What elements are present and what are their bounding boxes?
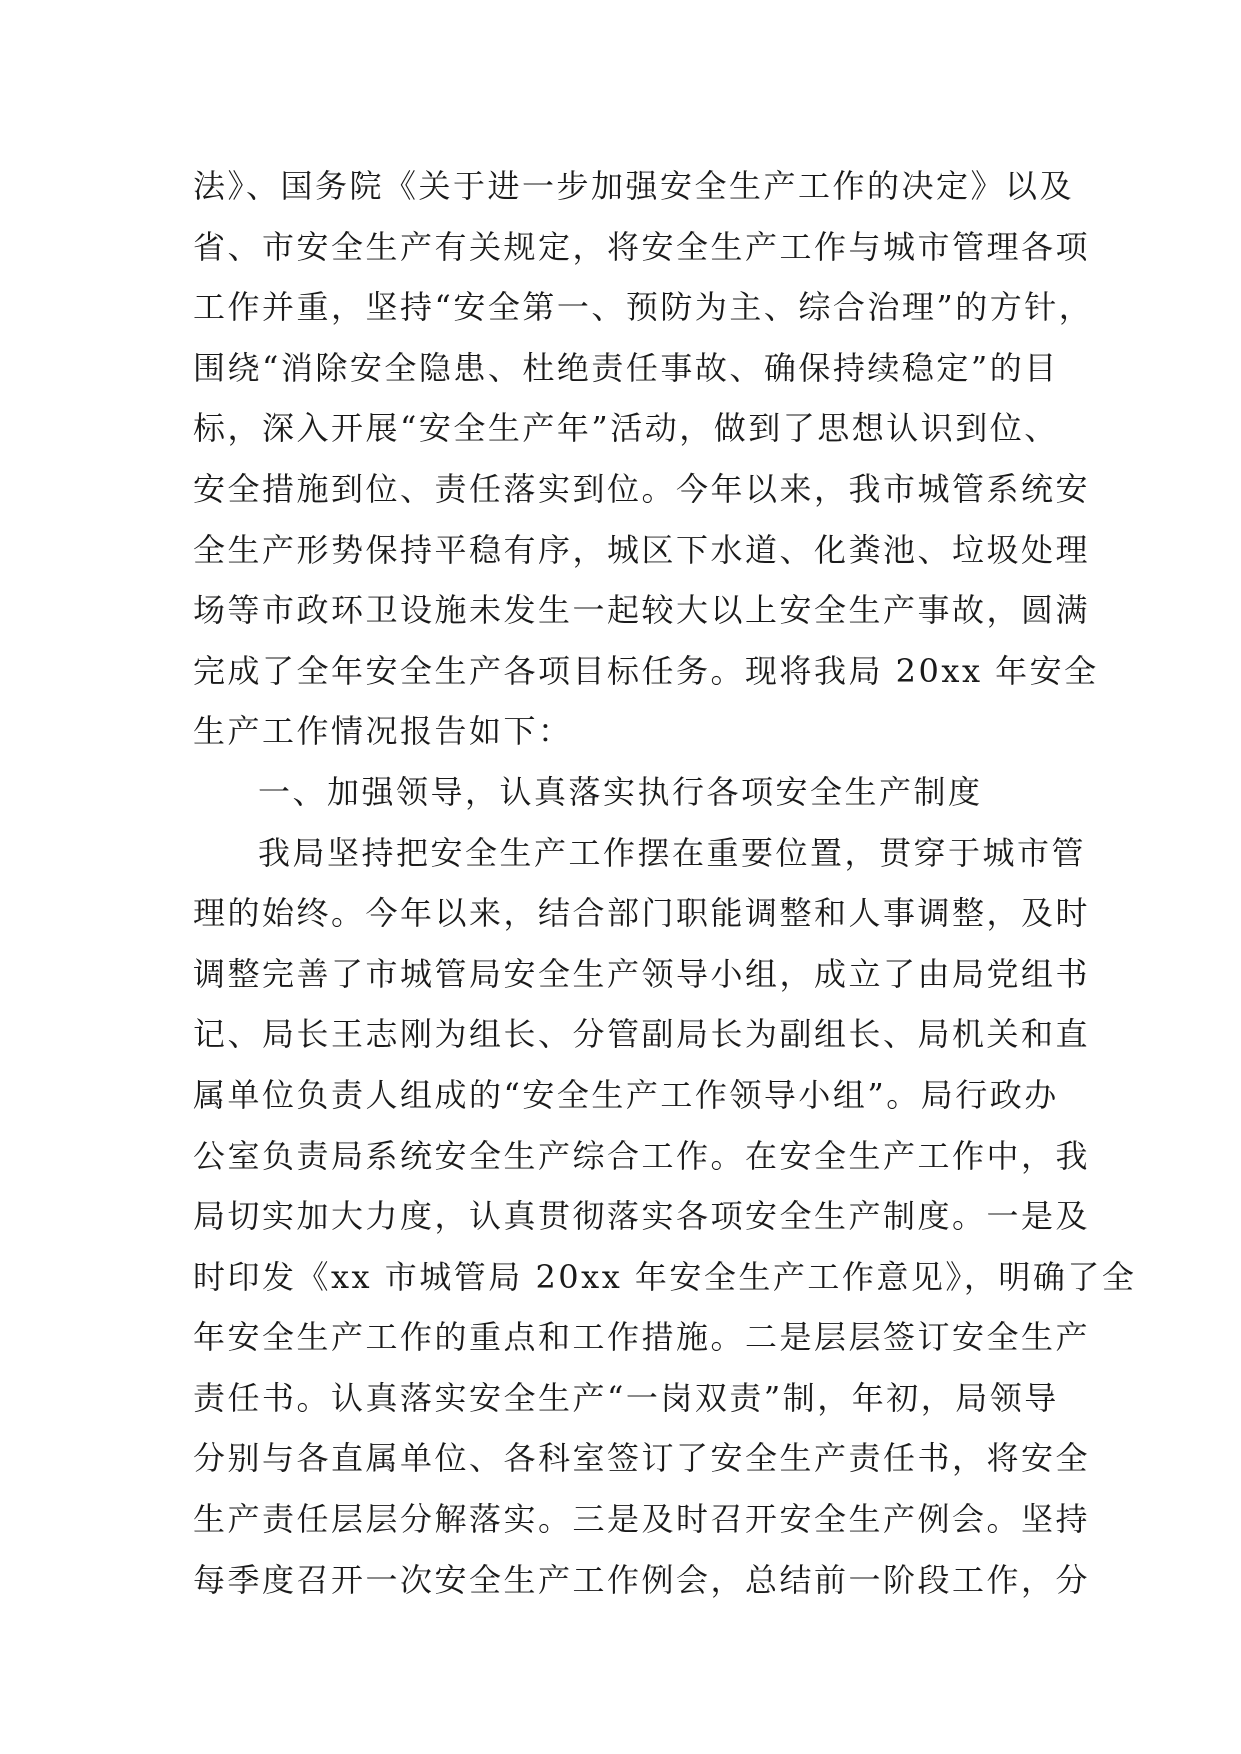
text-line: 记、局长王志刚为组长、分管副局长为副组长、局机关和直 xyxy=(193,1015,1091,1054)
text-line: 生产工作情况报告如下： xyxy=(193,712,573,751)
text-line: 调整完善了市城管局安全生产领导小组，成立了由局党组书 xyxy=(193,954,1091,993)
text-line: 完成了全年安全生产各项目标任务。现将我局 20xx 年安全 xyxy=(193,651,1099,690)
text-line: 场等市政环卫设施未发生一起较大以上安全生产事故，圆满 xyxy=(193,591,1091,630)
text-line: 法》、国务院《关于进一步加强安全生产工作的决定》以及 xyxy=(193,167,1075,205)
section-heading: 一、加强领导，认真落实执行各项安全生产制度 xyxy=(258,772,983,811)
text-line: 理的始终。今年以来，结合部门职能调整和人事调整，及时 xyxy=(193,894,1091,933)
text-line: 属单位负责人组成的“安全生产工作领导小组”。局行政办 xyxy=(193,1075,1059,1114)
text-line: 年安全生产工作的重点和工作措施。二是层层签订安全生产 xyxy=(193,1318,1091,1357)
text-line: 工作并重，坚持“安全第一、预防为主、综合治理”的方针， xyxy=(193,288,1094,327)
text-line: 公室负责局系统安全生产综合工作。在安全生产工作中，我 xyxy=(193,1136,1091,1175)
text-line: 标，深入开展“安全生产年”活动，做到了思想认识到位、 xyxy=(193,409,1059,448)
document-body xyxy=(193,156,1137,1610)
text-line: 每季度召开一次安全生产工作例会，总结前一阶段工作，分 xyxy=(193,1560,1091,1599)
text-line: 分别与各直属单位、各科室签订了安全生产责任书，将安全 xyxy=(193,1439,1091,1478)
text-line: 责任书。认真落实安全生产“一岗双责”制，年初，局领导 xyxy=(193,1378,1059,1417)
text-line: 生产责任层层分解落实。三是及时召开安全生产例会。坚持 xyxy=(193,1500,1091,1539)
text-line: 围绕“消除安全隐患、杜绝责任事故、确保持续稳定”的目 xyxy=(193,348,1059,387)
text-line: 省、市安全生产有关规定，将安全生产工作与城市管理各项 xyxy=(193,227,1091,266)
text-line: 时印发《xx 市城管局 20xx 年安全生产工作意见》，明确了全 xyxy=(193,1257,1137,1296)
text-line: 安全措施到位、责任落实到位。今年以来，我市城管系统安 xyxy=(193,469,1091,508)
paragraph-start: 我局坚持把安全生产工作摆在重要位置，贯穿于城市管 xyxy=(258,833,1087,872)
text-line: 全生产形势保持平稳有序，城区下水道、化粪池、垃圾处理 xyxy=(193,530,1091,569)
text-line: 局切实加大力度，认真贯彻落实各项安全生产制度。一是及 xyxy=(193,1197,1091,1236)
